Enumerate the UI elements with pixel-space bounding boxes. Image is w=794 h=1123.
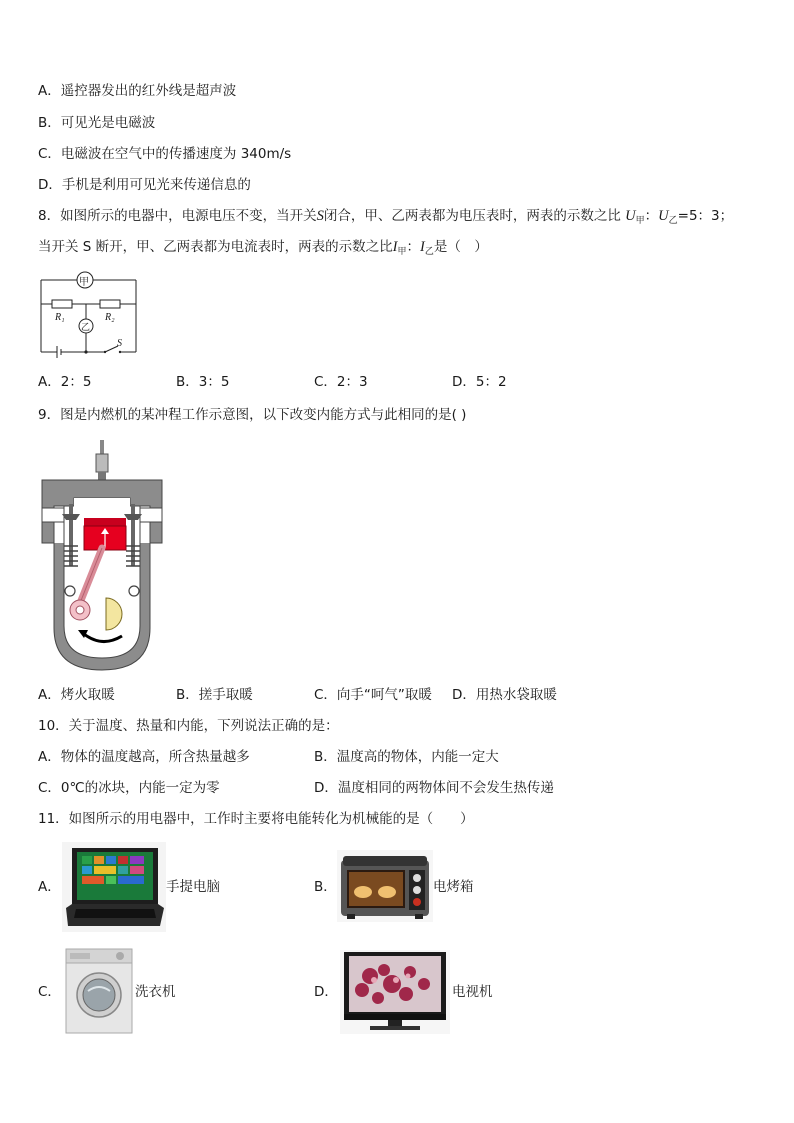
q7-option-c: C．电磁波在空气中的传播速度为 340m/s xyxy=(38,146,292,162)
q8-stem-line1: 8．如图所示的电器中，电源电压不变，当开关S闭合，甲、乙两表都为电压表时，两表的示数之比 $U_甲$：$U_乙=5$：3； xyxy=(38,208,734,226)
circuit-r2-label: R₂ xyxy=(105,312,115,323)
circuit-r1-label: R₁ xyxy=(55,312,65,323)
q10-option-a: A．物体的温度越高，所含热量越多 xyxy=(38,749,250,765)
q9-option-b: B．搓手取暖 xyxy=(176,687,253,703)
q10-stem: 10．关于温度、热量和内能，下列说法正确的是： xyxy=(38,718,339,734)
q8-option-a: A．2：5 xyxy=(38,374,92,390)
q7-option-a: A．遥控器发出的红外线是超声波 xyxy=(38,83,237,99)
q9-option-a: A．烤火取暖 xyxy=(38,687,115,703)
q11-option-c-letter: C． xyxy=(38,984,61,1000)
q9-option-c: C．向手“呵气”取暖 xyxy=(314,687,432,703)
q8-option-c: C．2：3 xyxy=(314,374,368,390)
tv-image xyxy=(340,950,450,1034)
q10-option-c: C．0℃的冰块，内能一定为零 xyxy=(38,780,220,796)
q10-option-d: D．温度相同的两物体间不会发生热传递 xyxy=(314,780,554,796)
oven-image xyxy=(337,850,433,922)
q11-option-d-letter: D． xyxy=(314,984,338,1000)
q8-circuit-diagram xyxy=(38,268,140,358)
circuit-meter-yi-label: 乙 xyxy=(81,323,91,333)
q11-option-d-label: 电视机 xyxy=(452,984,493,1000)
q11-option-a-label: 手提电脑 xyxy=(166,879,220,895)
q9-option-d: D．用热水袋取暖 xyxy=(452,687,557,703)
laptop-image xyxy=(62,842,166,932)
q8-option-d: D．5：2 xyxy=(452,374,507,390)
washing-machine-image xyxy=(62,947,136,1035)
q7-option-b: B．可见光是电磁波 xyxy=(38,115,156,131)
q11-option-b-letter: B． xyxy=(314,879,337,895)
q11-option-a-letter: A． xyxy=(38,879,61,895)
circuit-meter-jia-label: 甲 xyxy=(79,277,89,288)
q10-option-b: B．温度高的物体，内能一定大 xyxy=(314,749,499,765)
q11-option-b-label: 电烤箱 xyxy=(433,879,474,895)
q7-option-d: D．手机是利用可见光来传递信息的 xyxy=(38,177,251,193)
circuit-switch-label: S xyxy=(117,338,122,349)
q9-engine-diagram xyxy=(40,438,170,670)
q9-stem: 9．图是内燃机的某冲程工作示意图，以下改变内能方式与此相同的是( ) xyxy=(38,407,467,423)
q8-stem-line2: 当开关 S 断开，甲、乙两表都为电流表时，两表的示数之比$I_甲$：$I_乙$是（ ） xyxy=(38,239,488,257)
q11-option-c-label: 洗衣机 xyxy=(135,984,176,1000)
q8-option-b: B．3：5 xyxy=(176,374,230,390)
q11-stem: 11．如图所示的用电器中，工作时主要将电能转化为机械能的是（ ） xyxy=(38,811,474,827)
